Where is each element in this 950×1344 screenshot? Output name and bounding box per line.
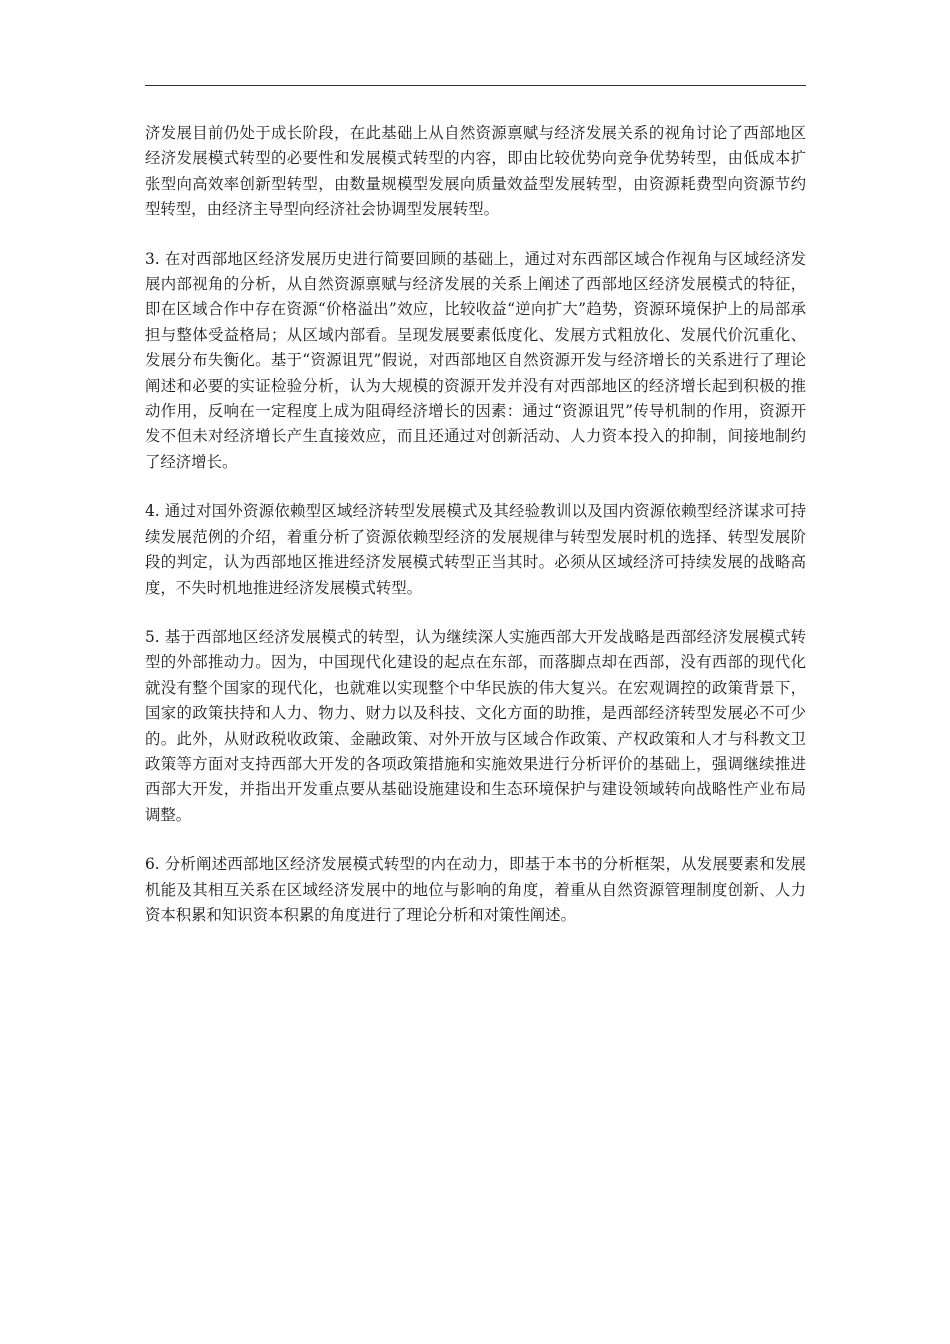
paragraph-item-6: 6. 分析阐述西部地区经济发展模式转型的内在动力，即基于本书的分析框架，从发展要素和发展机能及其相互关系在区域经济发展中的地位与影响的角度，着重从自然资源管理制度创新、人力资本积累和知识资本积累的角度进行了理论分析和对策性阐述。 [145, 855, 806, 924]
document-body [145, 121, 806, 952]
header-rule [145, 85, 806, 86]
paragraph-item-4: 4. 通过对国外资源依赖型区域经济转型发展模式及其经验教训以及国内资源依赖型经济谋求可持续发展范例的介绍，着重分析了资源依赖型经济的发展规律与转型发展时机的选择、转型发展阶段的判定，认为西部地区推进经济发展模式转型正当其时。必须从区域经济可持续发展的战略高度，不失时机地推进经济发展模式转型。 [145, 502, 806, 597]
paragraph-item-3: 3. 在对西部地区经济发展历史进行简要回顾的基础上，通过对东西部区域合作视角与区域经济发展内部视角的分析，从自然资源禀赋与经济发展的关系上阐述了西部地区经济发展模式的特征，即在区域合作中存在资源“价格溢出”效应，比较收益“逆向扩大”趋势，资源环境保护上的局部承担与整体受益格局；从区域内部看。呈现发展要素低度化、发展方式粗放化、发展代价沉重化、发展分布失衡化。基于“资源诅咒”假说，对西部地区自然资源开发与经济增长的关系进行了理论阐述和必要的实证检验分析，认为大规模的资源开发并没有对西部地区的经济增长起到积极的推动作用，反响在一定程度上成为阻碍经济增长的因素：通过“资源诅咒”传导机制的作用，资源开发不但未对经济增长产生直接效应，而且还通过对创新活动、人力资本投入的抑制，间接地制约了经济增长。 [145, 249, 806, 471]
paragraph-continued: 济发展目前仍处于成长阶段，在此基础上从自然资源禀赋与经济发展关系的视角讨论了西部地区经济发展模式转型的必要性和发展模式转型的内容，即由比较优势向竞争优势转型，由低成本扩张型向高效率创新型转型，由数量规模型发展向质量效益型发展转型，由资源耗费型向资源节约型转型，由经济主导型向经济社会协调型发展转型。 [145, 124, 806, 219]
paragraph-item-5: 5. 基于西部地区经济发展模式的转型，认为继续深人实施西部大开发战略是西部经济发展模式转型的外部推动力。因为，中国现代化建设的起点在东部，而落脚点却在西部，没有西部的现代化就没有整个国家的现代化，也就难以实现整个中华民族的伟大复兴。在宏观调控的政策背景下，国家的政策扶持和人力、物力、财力以及科技、文化方面的助推，是西部经济转型发展必不可少的。此外，从财政税收政策、金融政策、对外开放与区域合作政策、产权政策和人才与科教文卫政策等方面对支持西部大开发的各项政策措施和实施效果进行分析评价的基础上，强调继续推进西部大开发，并指出开发重点要从基础设施建设和生态环境保护与建设领域转向战略性产业布局调整。 [145, 627, 806, 824]
